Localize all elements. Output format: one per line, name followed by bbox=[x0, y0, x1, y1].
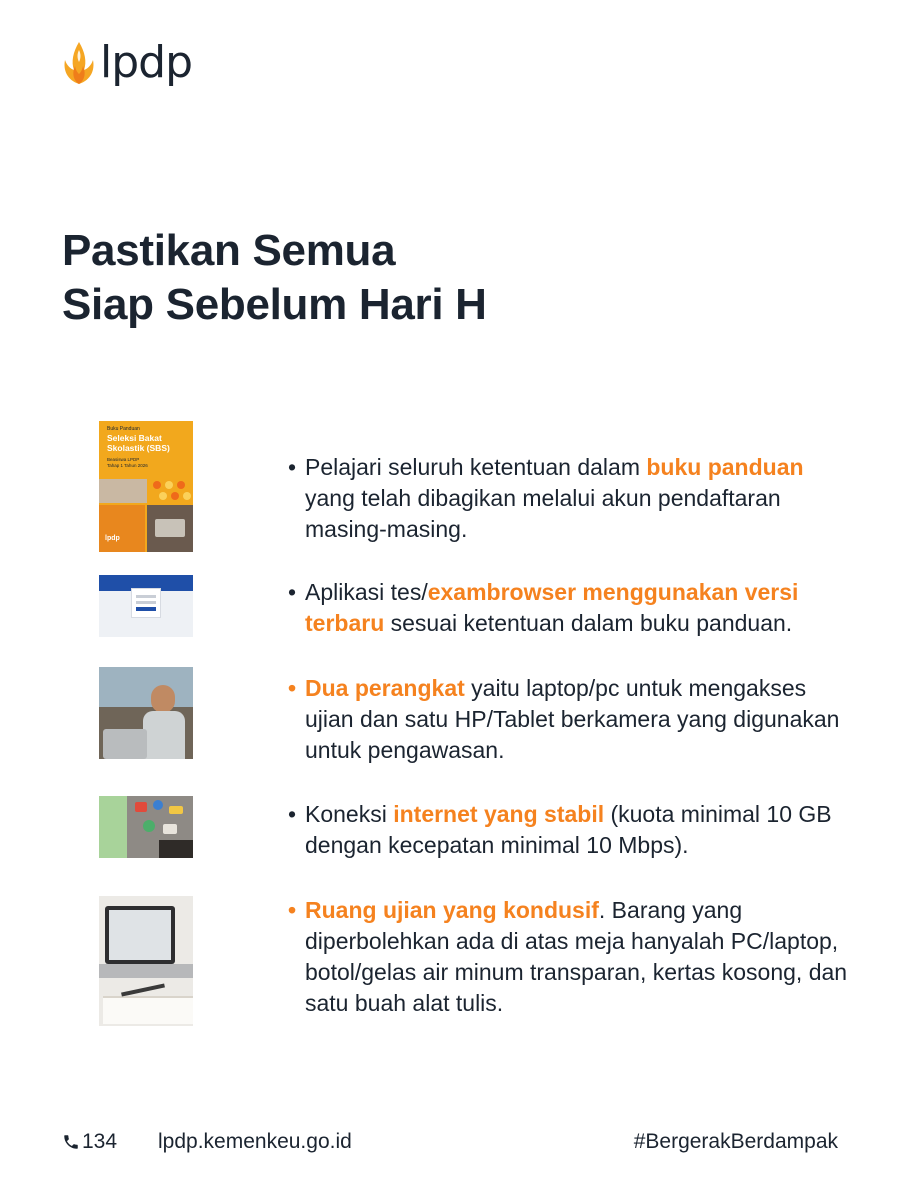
bullet: • bbox=[288, 801, 297, 827]
list-item-2 bbox=[288, 577, 848, 639]
desk-laptop-notebook-image bbox=[99, 896, 193, 1026]
hashtag: #BergerakBerdampak bbox=[633, 1130, 838, 1153]
cover-photo-1 bbox=[99, 479, 147, 503]
cover-bottom-block bbox=[99, 505, 145, 552]
item-text-4 bbox=[288, 799, 848, 861]
item-text-2 bbox=[288, 577, 848, 639]
man-with-laptop-image bbox=[99, 667, 193, 759]
guidebook-cover-image bbox=[99, 421, 193, 552]
item-1-post: yang telah dibagikan melalui akun pendaftaran masing-masing. bbox=[305, 485, 781, 542]
bullet: • bbox=[288, 897, 297, 923]
item-1-pre: Pelajari seluruh ketentuan dalam bbox=[305, 454, 647, 480]
footer-phone[interactable] bbox=[62, 1130, 117, 1154]
website-link[interactable]: lpdp.kemenkeu.go.id bbox=[158, 1130, 352, 1153]
screenshot-login-card bbox=[131, 588, 161, 618]
list-item-3 bbox=[288, 673, 848, 766]
flame-icon bbox=[62, 40, 96, 86]
page-title bbox=[62, 224, 822, 332]
item-text-3 bbox=[288, 673, 848, 766]
item-text-1 bbox=[288, 452, 848, 545]
cover-small-label: Buku Panduan bbox=[107, 426, 140, 432]
cover-photo-2 bbox=[147, 505, 193, 552]
cover-title-2: Skolastik (SBS) bbox=[107, 443, 170, 453]
item-2-highlight: exambrowser menggunakan versi terbaru bbox=[305, 579, 799, 636]
item-4-highlight: internet yang stabil bbox=[393, 801, 605, 827]
item-5-post: . Barang yang diperbolehkan ada di atas meja hanyalah PC/laptop, botol/gelas air minum transparan, kertas kosong, dan satu buah alat tulis. bbox=[305, 897, 848, 1016]
exambrowser-screenshot-image bbox=[99, 575, 193, 637]
item-3-highlight: Dua perangkat bbox=[305, 675, 465, 701]
lpdp-logo bbox=[62, 37, 193, 88]
item-2-pre: Aplikasi tes/ bbox=[305, 579, 428, 605]
title-line-1: Pastikan Semua bbox=[62, 226, 396, 275]
list-item-1 bbox=[288, 452, 848, 545]
item-1-highlight: buku panduan bbox=[646, 454, 804, 480]
title-line-2: Siap Sebelum Hari H bbox=[62, 280, 487, 329]
item-3-post: yaitu laptop/pc untuk mengakses ujian dan satu HP/Tablet berkamera yang digunakan untuk pengawasan. bbox=[305, 675, 840, 763]
cover-brand: lpdp bbox=[105, 535, 120, 542]
cover-sub-1: Beasiswa LPDP bbox=[107, 457, 140, 462]
list-item-4 bbox=[288, 799, 848, 861]
item-4-pre: Koneksi bbox=[305, 801, 394, 827]
laptop-stickers-image bbox=[99, 796, 193, 858]
item-2-post: sesuai ketentuan dalam buku panduan. bbox=[384, 610, 793, 636]
bullet: • bbox=[288, 675, 297, 701]
bullet: • bbox=[288, 579, 297, 605]
item-text-5 bbox=[288, 895, 848, 1019]
item-5-highlight: Ruang ujian yang kondusif bbox=[305, 897, 599, 923]
bullet: • bbox=[288, 454, 297, 480]
list-item-5 bbox=[288, 895, 848, 1019]
cover-pattern bbox=[151, 479, 193, 503]
cover-subtitle bbox=[107, 457, 148, 469]
cover-sub-2: Tahap 1 Tahun 2026 bbox=[107, 463, 148, 468]
cover-title bbox=[107, 433, 170, 453]
phone-icon bbox=[62, 1133, 80, 1151]
item-4-post: (kuota minimal 10 GB dengan kecepatan minimal 10 Mbps). bbox=[305, 801, 832, 858]
logo-text: lpdp bbox=[100, 37, 193, 88]
phone-number: 134 bbox=[82, 1130, 118, 1153]
cover-title-1: Seleksi Bakat bbox=[107, 433, 162, 443]
